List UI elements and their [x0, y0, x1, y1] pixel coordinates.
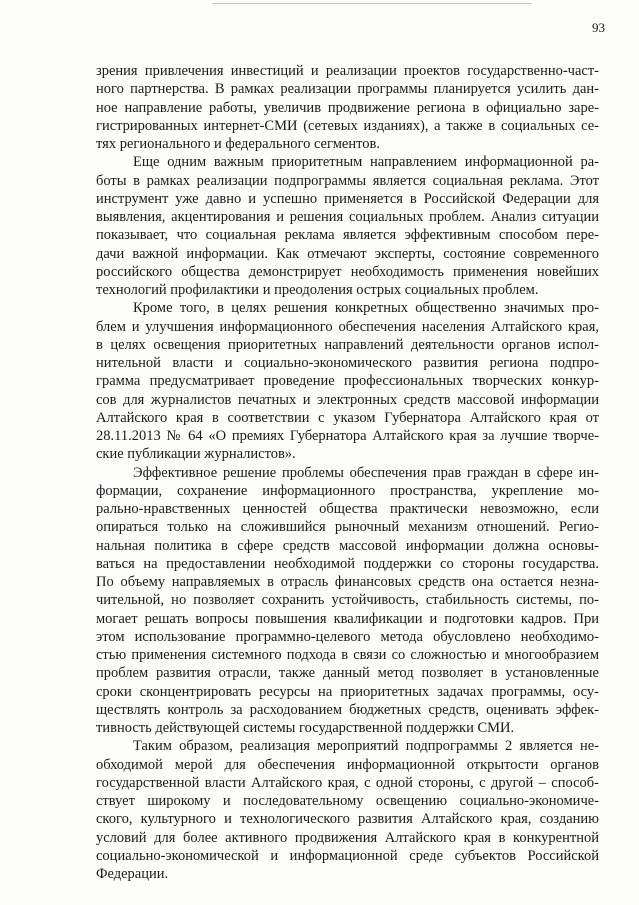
text-line: формации, сохранение информационного пространства, укрепление мо-: [96, 482, 599, 499]
text-line: Таким образом, реализация мероприятий подпрограммы 2 является не-: [133, 738, 599, 755]
text-line: нительной власти и социально-экономического развития региона подпро-: [96, 355, 599, 371]
text-line: тивность действующей системы государственной поддержки СМИ.: [96, 720, 515, 736]
text-line: показывает, что социальная реклама является эффективным способом пере-: [96, 227, 599, 244]
text-line: государственной власти Алтайского края, с одной стороны, с другой – способ-: [96, 774, 599, 791]
text-line: могает решать вопросы повышения квалификации и подготовки кадров. При: [96, 610, 599, 627]
text-line: По объему направляемых в отрасль финансовых средств она остается незна-: [96, 574, 599, 590]
paragraph-5: [96, 737, 599, 883]
text-line: Алтайского края в соответствии с указом Губернатора Алтайского края от: [96, 409, 599, 426]
text-line: ваться на предоставлении необходимой поддержки со стороны государства.: [96, 555, 599, 572]
text-line: сов для журналистов печатных и электронных средств массовой информации: [96, 391, 599, 408]
text-line: технологий профилактики и преодоления острых социальных проблем.: [96, 282, 539, 298]
text-line: Еще одним важным приоритетным направлением информационной ра-: [133, 154, 599, 171]
text-line: проблем развития отрасли, также данный метод позволяет в установленные: [96, 665, 599, 682]
text-line: ствует широкому и последовательному освещению социально-экономиче-: [96, 793, 599, 809]
text-line: сроки сконцентрировать ресурсы на приоритетных задачах программы, осу-: [96, 683, 599, 700]
text-line: гистрированных интернет-СМИ (сетевых изданиях), а также в социальных се-: [96, 117, 599, 134]
text-line: Эффективное решение проблемы обеспечения прав граждан в сфере ин-: [133, 464, 599, 481]
text-line: тях регионального и федерального сегментов.: [96, 136, 380, 152]
text-line: ществлять контроль за расходованием бюджетных средств, оценивать эффек-: [96, 701, 599, 718]
text-line: ские публикации журналистов».: [96, 446, 296, 463]
text-line: в целях освещения приоритетных направлений деятельности органов испол-: [96, 336, 599, 353]
paragraph-1: [96, 62, 599, 153]
text-line: рально-нравственных ценностей общества практически невозможно, если: [96, 501, 599, 517]
text-line: зрения привлечения инвестиций и реализации проектов государственно-част-: [96, 63, 599, 79]
text-line: социально-экономической и информационной среде субъектов Российской: [96, 847, 599, 864]
text-line: этом использование программно-целевого метода обусловлено необходимо-: [96, 628, 599, 645]
text-line: грамма предусматривает проведение профессиональных творческих конкур-: [96, 373, 599, 390]
document-body: [96, 62, 599, 883]
text-line: ского, культурного и технологического развития Алтайского края, созданию: [96, 811, 599, 828]
text-line: инструмент уже давно и успешно применяется в Российской Федерации для: [96, 190, 599, 207]
text-line: обходимой мерой для обеспечения информационной открытости органов: [96, 756, 599, 773]
paragraph-3: [96, 299, 599, 463]
paragraph-4: [96, 464, 599, 738]
text-line: ного партнерства. В рамках реализации программы планируется усилить дан-: [96, 81, 599, 98]
text-line: Федерации.: [96, 866, 169, 882]
text-line: российского общества демонстрирует необходимость применения новейших: [96, 263, 599, 280]
text-line: боты в рамках реализации подпрограммы является социальная реклама. Этот: [96, 172, 599, 189]
scan-edge-line: [212, 3, 532, 4]
text-line: опираться только на сложившийся рыночный механизм отношений. Регио-: [96, 519, 599, 536]
text-line: ное направление работы, увеличив продвижение региона в официально заре-: [96, 99, 599, 116]
text-line: дачи важной информации. Как отмечают эксперты, состояние современного: [96, 245, 599, 262]
text-line: блем и улучшения информационного обеспечения населения Алтайского края,: [96, 318, 599, 335]
text-line: чительной, но позволяет сохранить устойчивость, стабильность системы, по-: [96, 592, 599, 609]
text-line: условий для более активного продвижения Алтайского края в конкурентной: [96, 829, 599, 846]
text-line: 28.11.2013 № 64 «О премиях Губернатора Алтайского края за лучшие творче-: [96, 428, 599, 444]
page-number: 93: [592, 20, 605, 35]
text-line: Кроме того, в целях решения конкретных общественно значимых про-: [133, 300, 599, 317]
text-line: выявления, акцентирования и решения социальных проблем. Анализ ситуации: [96, 209, 599, 225]
text-line: нальная политика в сфере средств массовой информации должна основы-: [96, 537, 599, 554]
text-line: стью применения системного подхода в связи со сложностью и многообразием: [96, 647, 599, 663]
paragraph-2: [96, 153, 599, 299]
